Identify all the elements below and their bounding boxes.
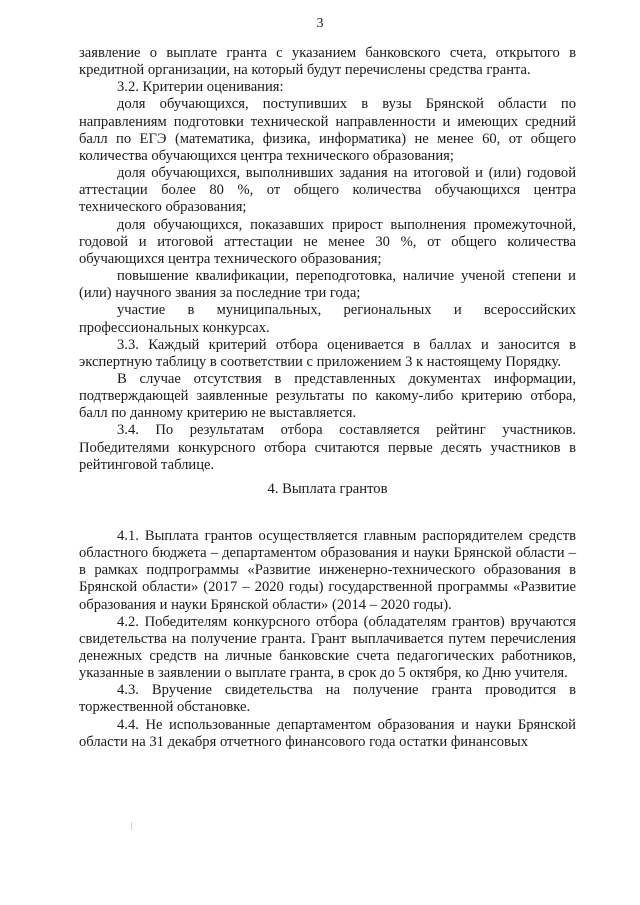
section-heading: 4. Выплата грантов: [267, 480, 388, 497]
paragraph-p-3-2-a: доля обучающихся, поступивших в вузы Брянской области по направлениям подготовки технической направленности и имеющих средний балл по ЕГЭ (математика, физика, информатика) не менее 60, от общего количества обучающихся центра технического образования;: [79, 96, 576, 164]
section-4-text: [79, 528, 576, 751]
paragraph-p-cont: заявление о выплате гранта с указанием банковского счета, открытого в кредитной организации, на который будут перечислены средства гранта.: [79, 45, 576, 79]
paragraph-p-4-3: 4.3. Вручение свидетельства на получение гранта проводится в торжественной обстановке.: [79, 682, 576, 716]
paragraph-p-4-1: 4.1. Выплата грантов осуществляется главным распорядителем средств областного бюджета – департаментом образования и науки Брянской области – в рамках подпрограммы «Развитие инженерно-технического образования в Брянской области» (2017 – 2020 годы) государственной программы «Развитие образования и науки Брянской области» (2014 – 2020 годы).: [79, 527, 576, 613]
document-body: [79, 45, 576, 751]
paragraph-p-4-4: 4.4. Не использованные департаментом образования и науки Брянской области на 31 декабря отчетного финансового года остатки финансовых: [79, 716, 576, 750]
section-3-text: [79, 45, 576, 474]
paragraph-p-4-2: 4.2. Победителям конкурсного отбора (обладателям грантов) вручаются свидетельства на получение гранта. Грант выплачивается путем перечисления денежных средств на личные банковские счета педагогических работников, указанные в заявлении о выплате гранта, в срок до 5 октября, ко Дню учителя.: [79, 613, 576, 682]
scan-artifact: [131, 822, 132, 830]
page-number: 3: [316, 16, 324, 31]
paragraph-p-3-2-d: повышение квалификации, переподготовка, наличие ученой степени и (или) научного звания за последние три года;: [79, 268, 576, 302]
paragraph-p-3-4: 3.4. По результатам отбора составляется рейтинг участников. Победителями конкурсного отбора считаются первые десять участников в рейтинговой таблице.: [79, 422, 576, 473]
paragraph-p-3-3: 3.3. Каждый критерий отбора оценивается в баллах и заносится в экспертную таблицу в соответствии с приложением 3 к настоящему Порядку.: [79, 336, 576, 370]
paragraph-p-3-2-b: доля обучающихся, выполнивших задания на итоговой и (или) годовой аттестации более 80 %, от общего количества обучающихся центра технического образования;: [79, 165, 576, 216]
paragraph-p-3-2-c: доля обучающихся, показавших прирост выполнения промежуточной, годовой и итоговой аттестации не менее 30 %, от общего количества обучающихся центра технического образования;: [79, 216, 576, 267]
paragraph-p-3-2: 3.2. Критерии оценивания:: [117, 79, 284, 96]
paragraph-p-3-2-e: участие в муниципальных, региональных и всероссийских профессиональных конкурсах.: [79, 302, 576, 336]
paragraph-p-3-3-b: В случае отсутствия в представленных документах информации, подтверждающей заявленные результаты по какому-либо критерию отбора, балл по данному критерию не выставляется.: [79, 370, 576, 422]
